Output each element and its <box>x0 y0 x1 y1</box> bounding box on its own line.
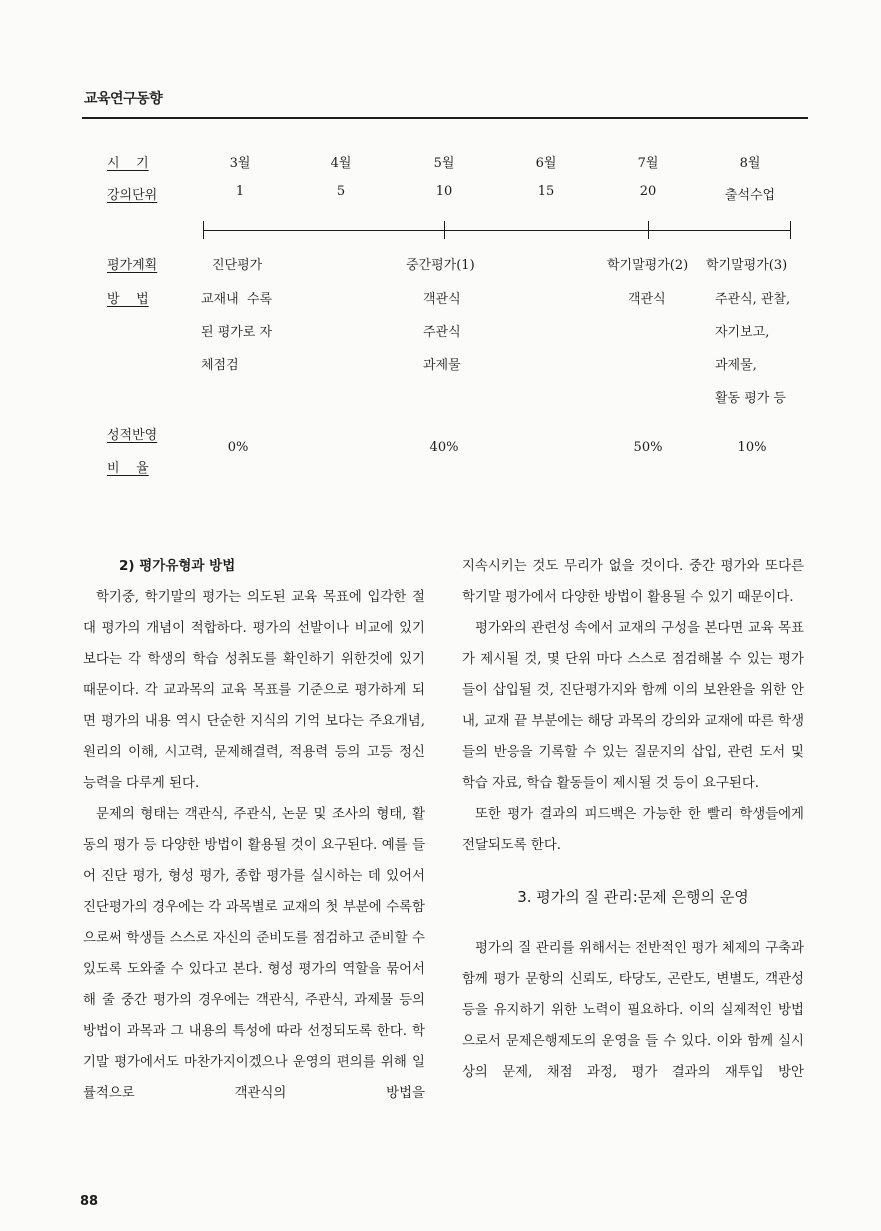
timeline-tick <box>203 221 204 239</box>
unit-value: 출석수업 <box>724 188 776 203</box>
unit-value: 5 <box>336 184 346 199</box>
method-text: 객관식 <box>628 292 666 307</box>
method-text: 교재내 수록 <box>201 292 273 307</box>
header-rule <box>82 117 808 119</box>
plan-final-2: 학기말평가(2) <box>607 258 689 273</box>
right-column <box>462 551 804 1088</box>
unit-value: 10 <box>435 184 453 199</box>
paragraph: 지속시키는 것도 무리가 없을 것이다. 중간 평가와 또다른 학기말 평가에서 다양한 방법이 활용될 수 있기 때문이다. <box>462 559 804 605</box>
ratio-value: 0% <box>227 440 249 455</box>
method-text: 된 평가로 자 <box>201 325 273 340</box>
running-header-title: 교육연구동향 <box>84 91 163 107</box>
paragraph: 학기중, 학기말의 평가는 의도된 교육 목표에 입각한 절대 평가의 개념이 적합하다. 평가의 선발이나 비교에 있기보다는 각 학생의 학습 성취도를 확인하기 위한것에 있기 때문이다. 각 교과목의 교육 목표를 기준으로 평가하게 되면 평가의 내용 역시 단순한 지식의 기억 보다는 주요개념, 원리의 이해, 시고력, 문제해결력, 적용력 등의 고등 정신 능력을 다루게 된다. <box>83 590 425 791</box>
method-text: 자기보고, <box>715 325 770 340</box>
section-title: 3. 평가의 질 관리:문제 은행의 운영 <box>517 888 749 906</box>
plan-label: 평가계획 <box>107 258 158 273</box>
method-text: 주관식, 관찰, <box>715 292 791 307</box>
timeline-line <box>203 230 791 231</box>
method-text: 객관식 <box>423 292 461 307</box>
paragraph: 또한 평가 결과의 피드백은 가능한 한 빨리 학생들에게 전달되도록 한다. <box>462 807 804 853</box>
unit-value: 15 <box>537 184 555 199</box>
timeline-tick <box>790 221 791 239</box>
method-text: 과제물, <box>715 358 757 373</box>
month-label: 5월 <box>433 156 455 171</box>
month-label: 6월 <box>535 156 557 171</box>
plan-final-3: 학기말평가(3) <box>706 258 788 273</box>
paragraph: 문제의 형태는 객관식, 주관식, 논문 및 조사의 형태, 활동의 평가 등 다양한 방법이 활용될 것이 요구된다. 예를 들어 진단 평가, 형성 평가, 종합 평가를 실시하는 데 있어서 진단평가의 경우에는 각 과목별로 교재의 첫 부분에 수록함으로써 학생들 스스로 자신의 준비도를 점검하고 준비할 수 있도록 도와줄 수 있다고 본다. 형성 평가의 역할을 묶어서 해 줄 중간 평가의 경우에는 객관식, 주관식, 과제물 등의 방법이 과목과 그 내용의 특성에 따라 선정되도록 한다. 학기말 평가에서도 마찬가지이겠으나 운영의 편의를 위해 일률적으로 객관식의 방법을 <box>83 807 425 1101</box>
method-text: 체점검 <box>201 358 239 373</box>
left-column <box>83 551 425 1109</box>
ratio-label: 성적반영 <box>107 428 158 443</box>
timeline-tick <box>444 221 445 239</box>
method-text: 주관식 <box>423 325 461 340</box>
plan-midterm: 중간평가(1) <box>406 258 475 273</box>
subheading: 2) 평가유형과 방법 <box>119 558 236 574</box>
unit-value: 20 <box>639 184 657 199</box>
method-text: 과제물 <box>423 358 461 373</box>
page-number: 88 <box>80 1194 99 1209</box>
month-label: 4월 <box>330 156 352 171</box>
ratio-value: 40% <box>429 440 459 455</box>
time-label: 시 기 <box>107 156 149 171</box>
paragraph: 평가와의 관련성 속에서 교재의 구성을 본다면 교육 목표가 제시될 것, 몇 단위 마다 스스로 점검해볼 수 있는 평가들이 삽입될 것, 진단평가지와 함께 이의 보완완을 위한 안내, 교재 끝 부분에는 해당 과목의 강의와 교재에 따른 학생들의 반응을 기록할 수 있는 질문지의 삽입, 관련 도서 및 학습 자료, 학습 활동들이 제시될 것 등이 요구된다. <box>462 621 804 791</box>
timeline-tick <box>648 221 649 239</box>
ratio-value: 10% <box>737 440 767 455</box>
month-label: 3월 <box>229 156 251 171</box>
month-label: 8월 <box>739 156 761 171</box>
unit-value: 1 <box>235 184 245 199</box>
ratio-label: 비 율 <box>107 461 149 476</box>
plan-diagnostic: 진단평가 <box>212 258 263 273</box>
unit-label: 강의단위 <box>107 188 158 203</box>
method-text: 활동 평가 등 <box>715 391 787 406</box>
month-label: 7월 <box>637 156 659 171</box>
paragraph: 평가의 질 관리를 위해서는 전반적인 평가 체제의 구축과 함께 평가 문항의 신뢰도, 타당도, 곤란도, 변별도, 객관성 등을 유지하기 위한 노력이 필요하다. 이의 실제적인 방법으로서 문제은행제도의 운영을 들 수 있다. 이와 함께 실시상의 문제, 채점 과정, 평가 결과의 재투입 방안 <box>462 941 804 1080</box>
method-label: 방 법 <box>107 292 149 307</box>
ratio-value: 50% <box>633 440 663 455</box>
